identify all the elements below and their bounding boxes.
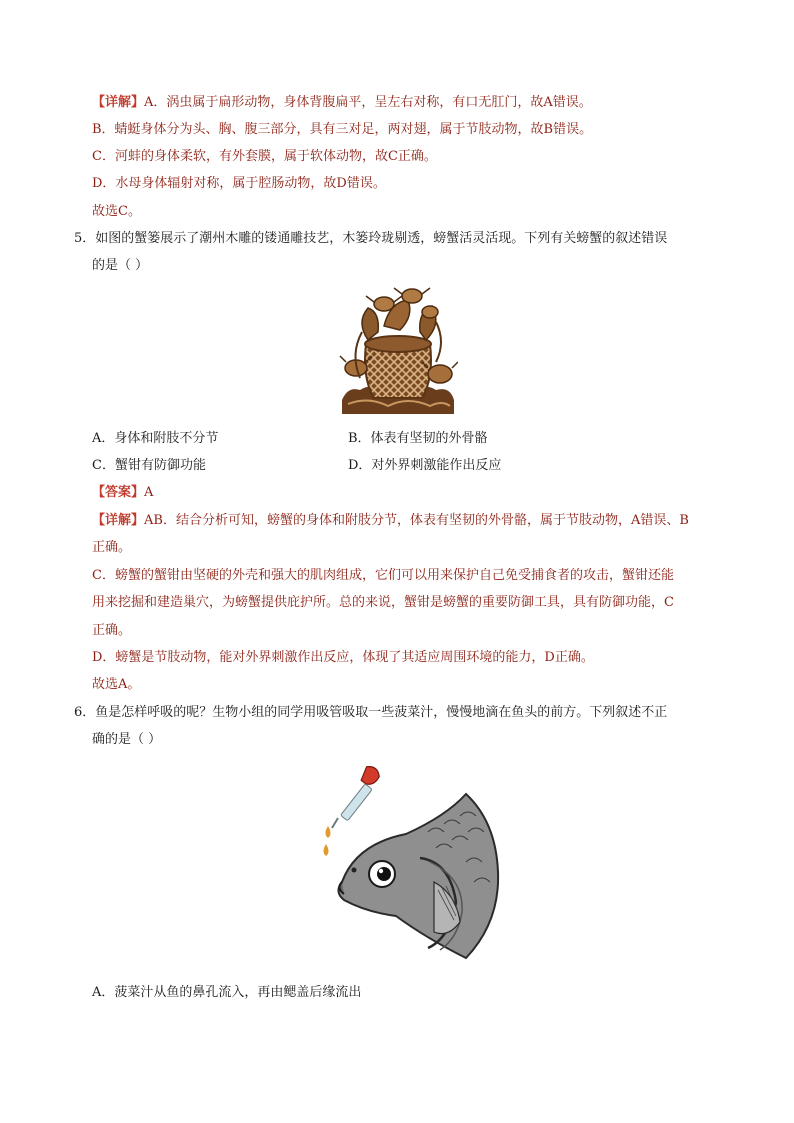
detail-tag: 【详解】: [92, 95, 145, 110]
fish-dropper-image: [316, 762, 506, 962]
q5-detail-c3: 正确。: [92, 623, 132, 638]
q5-answer-value: A: [144, 485, 154, 500]
q4-conclusion: 故选C。: [92, 204, 141, 219]
q5-detail-ab-cont: 正确。: [92, 540, 132, 555]
answer-tag: 【答案】: [92, 485, 145, 500]
q5-detail-c2: 用来挖掘和建造巢穴，为螃蟹提供庇护所。总的来说，蟹钳是螃蟹的重要防御工具，具有防御功能，C: [92, 595, 674, 610]
q5-option-b: B．体表有坚韧的外骨骼: [348, 431, 488, 446]
q6-option-a: A．菠菜汁从鱼的鼻孔流入，再由鳃盖后缘流出: [92, 985, 362, 1000]
dropper-icon: [332, 764, 382, 828]
detail-tag: 【详解】: [92, 513, 145, 528]
q5-stem-line1: 5．如图的蟹篓展示了潮州木雕的镂通雕技艺，木篓玲珑剔透，螃蟹活灵活现。下列有关螃蟹的叙述错误: [74, 231, 668, 246]
crab-basket-carving-image: [338, 282, 458, 418]
q5-option-c: C．蟹钳有防御功能: [92, 458, 206, 473]
q5-detail-d: D．螃蟹是节肢动物，能对外界刺激作出反应，体现了其适应周围环境的能力，D正确。: [92, 650, 594, 665]
q4-detail-a: [92, 94, 592, 112]
q4-detail-d: D．水母身体辐射对称，属于腔肠动物，故D错误。: [92, 176, 386, 191]
q4-detail-a-text: A．涡虫属于扁形动物，身体背腹扁平，呈左右对称，有口无肛门，故A错误。: [144, 95, 592, 110]
q4-detail-b: B．蜻蜓身体分为头、胸、腹三部分，具有三对足，两对翅，属于节肢动物，故B错误。: [92, 122, 593, 137]
q5-detail-ab-text: AB．结合分析可知，螃蟹的身体和附肢分节，体表有坚韧的外骨骼，属于节肢动物，A错误、B: [144, 513, 689, 528]
q5-detail-ab: [92, 512, 689, 530]
q5-conclusion: 故选A。: [92, 677, 141, 692]
q6-stem-line1: 6．鱼是怎样呼吸的呢？生物小组的同学用吸管吸取一些菠菜汁，慢慢地滴在鱼头的前方。下列叙述不正: [74, 705, 668, 720]
q5-detail-c1: C．螃蟹的蟹钳由坚硬的外壳和强大的肌肉组成，它们可以用来保护自己免受捕食者的攻击，蟹钳还能: [92, 568, 674, 583]
q5-answer: [92, 484, 153, 502]
q6-stem-line2: 确的是（ ）: [92, 732, 162, 747]
q5-option-a: A．身体和附肢不分节: [92, 431, 219, 446]
q4-detail-c: C．河蚌的身体柔软，有外套膜，属于软体动物，故C正确。: [92, 149, 437, 164]
q5-stem-line2: 的是（ ）: [92, 258, 149, 273]
q5-option-d: D．对外界刺激能作出反应: [348, 458, 502, 473]
